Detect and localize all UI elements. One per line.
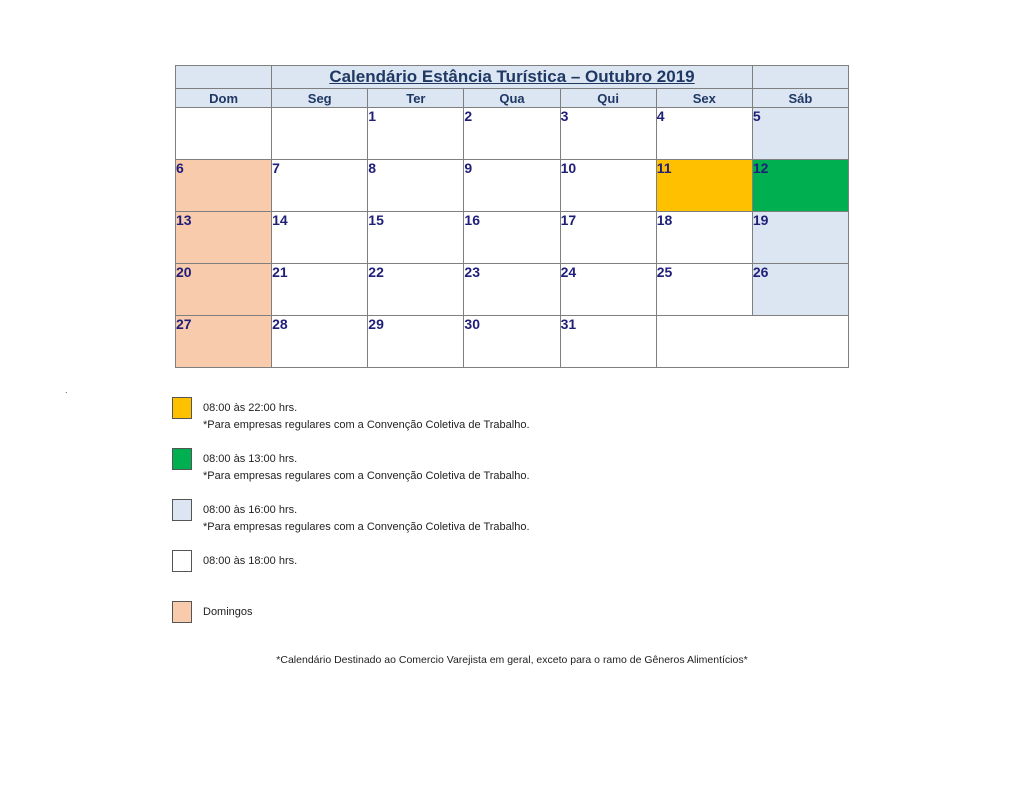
day-cell-24: 24	[560, 264, 656, 316]
day-cell-30: 30	[464, 316, 560, 368]
day-cell-26: 26	[752, 264, 848, 316]
title-blank-left	[176, 66, 272, 89]
day-header-qua: Qua	[464, 89, 560, 108]
day-cell-6: 6	[176, 160, 272, 212]
legend-text	[203, 604, 253, 621]
day-header-ter: Ter	[368, 89, 464, 108]
day-cell-4: 4	[656, 108, 752, 160]
day-cell-29: 29	[368, 316, 464, 368]
day-cell-14: 14	[272, 212, 368, 264]
day-cell-2: 2	[464, 108, 560, 160]
empty-cell-dom	[176, 108, 272, 160]
day-cell-17: 17	[560, 212, 656, 264]
title-blank-right	[752, 66, 848, 89]
day-cell-9: 9	[464, 160, 560, 212]
day-cell-27: 27	[176, 316, 272, 368]
day-cell-5: 5	[752, 108, 848, 160]
week-row	[176, 264, 849, 316]
legend-text	[203, 502, 530, 536]
day-cell-19: 19	[752, 212, 848, 264]
legend-text	[203, 451, 530, 485]
legend-swatch-yellow	[172, 397, 192, 419]
day-cell-3: 3	[560, 108, 656, 160]
stray-dot: .	[65, 385, 68, 395]
day-cell-31: 31	[560, 316, 656, 368]
legend-swatch-green	[172, 448, 192, 470]
footnote: *Calendário Destinado ao Comercio Varejista em geral, exceto para o ramo de Gêneros Alimentícios*	[276, 654, 748, 666]
calendar-weeks	[176, 108, 849, 368]
day-header-sex: Sex	[656, 89, 752, 108]
day-cell-18: 18	[656, 212, 752, 264]
legend-note: *Para empresas regulares com a Convenção Coletiva de Trabalho.	[203, 470, 530, 482]
day-cell-16: 16	[464, 212, 560, 264]
day-cell-15: 15	[368, 212, 464, 264]
day-header-sab: Sáb	[752, 89, 848, 108]
empty-cell-seg	[272, 108, 368, 160]
empty-cell-merged	[656, 316, 848, 368]
day-cell-1: 1	[368, 108, 464, 160]
day-cell-12: 12	[752, 160, 848, 212]
legend-hours: 08:00 às 22:00 hrs.	[203, 402, 298, 414]
week-row	[176, 108, 849, 160]
day-header-qui: Qui	[560, 89, 656, 108]
day-cell-22: 22	[368, 264, 464, 316]
day-cell-10: 10	[560, 160, 656, 212]
week-row	[176, 316, 849, 368]
legend-note: *Para empresas regulares com a Convenção Coletiva de Trabalho.	[203, 419, 530, 431]
legend-hours: 08:00 às 18:00 hrs.	[203, 555, 298, 567]
week-row	[176, 160, 849, 212]
legend-hours: 08:00 às 16:00 hrs.	[203, 504, 298, 516]
day-cell-23: 23	[464, 264, 560, 316]
legend-note: *Para empresas regulares com a Convenção Coletiva de Trabalho.	[203, 521, 530, 533]
legend-text	[203, 553, 297, 570]
week-row	[176, 212, 849, 264]
calendar-title: Calendário Estância Turística – Outubro 2019	[272, 66, 753, 89]
day-cell-20: 20	[176, 264, 272, 316]
day-header-seg: Seg	[272, 89, 368, 108]
legend-swatch-white	[172, 550, 192, 572]
legend-swatch-sunday	[172, 601, 192, 623]
day-cell-25: 25	[656, 264, 752, 316]
day-cell-28: 28	[272, 316, 368, 368]
day-cell-8: 8	[368, 160, 464, 212]
day-cell-21: 21	[272, 264, 368, 316]
calendar-table	[175, 65, 849, 368]
day-cell-7: 7	[272, 160, 368, 212]
day-cell-11: 11	[656, 160, 752, 212]
legend-text	[203, 400, 530, 434]
legend-hours: Domingos	[203, 606, 253, 618]
legend-swatch-lightblue	[172, 499, 192, 521]
day-cell-13: 13	[176, 212, 272, 264]
day-header-dom: Dom	[176, 89, 272, 108]
legend-hours: 08:00 às 13:00 hrs.	[203, 453, 298, 465]
